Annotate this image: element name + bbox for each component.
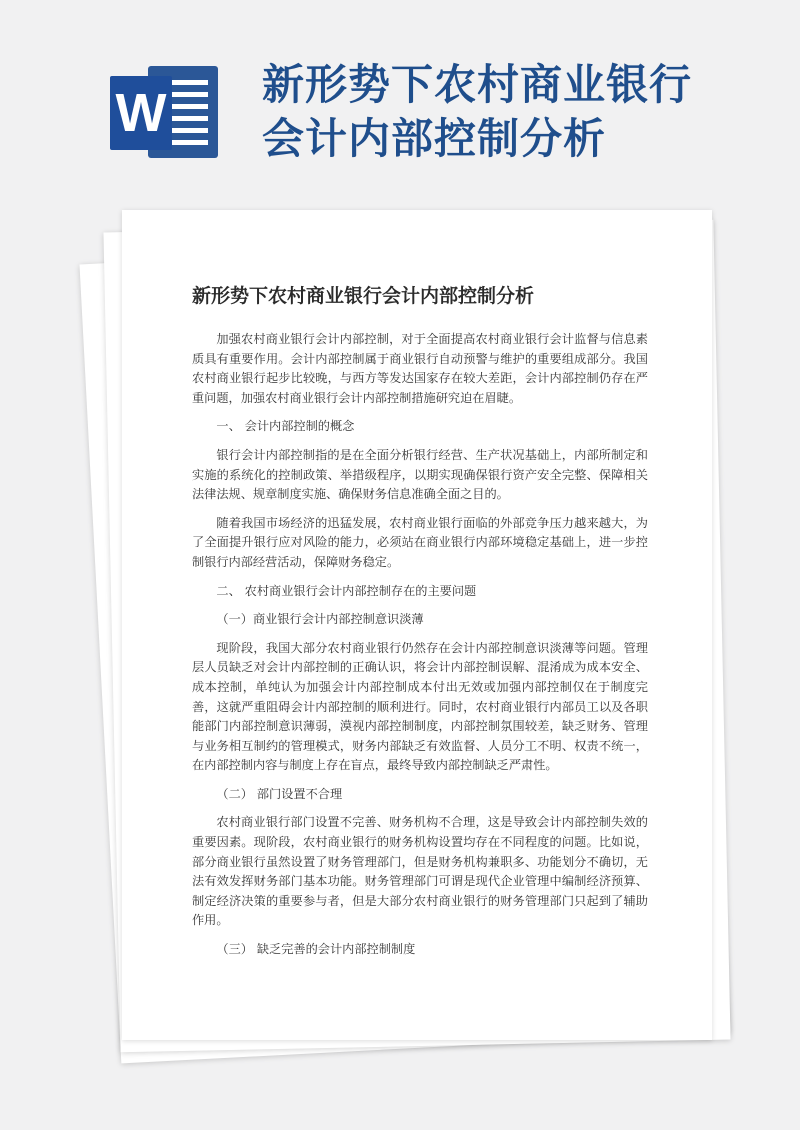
section-2-heading: 二、 农村商业银行会计内部控制存在的主要问题 (216, 583, 477, 598)
section-1-paragraph-1: 银行会计内部控制指的是在全面分析银行经营、生产状况基础上，内部所制定和实施的系统化的控制政策、举措级程序，以期实现确保银行资产安全完整、保障相关法律法规、规章制度实施、确保财务信息准确全面之目的。 (192, 447, 648, 502)
subsection-3-heading: （三） 缺乏完善的会计内部控制制度 (216, 942, 416, 957)
word-icon (110, 66, 218, 158)
page-title (262, 58, 782, 166)
title-line-2: 会计内部控制分析 (262, 114, 607, 163)
subsection-1-heading: （一）商业银行会计内部控制意识淡薄 (216, 612, 424, 627)
document-body (192, 330, 648, 969)
intro-paragraph: 加强农村商业银行会计内部控制，对于全面提高农村商业银行会计监督与信息素质具有重要作用。会计内部控制属于商业银行自动预警与维护的重要组成部分。我国农村商业银行起步比较晚，与西方等发达国家存在较大差距，会计内部控制仍存在严重问题，加强农村商业银行会计内部控制措施研究迫在眉睫。 (192, 332, 648, 405)
document-title: 新形势下农村商业银行会计内部控制分析 (192, 285, 535, 307)
section-1-paragraph-2: 随着我国市场经济的迅猛发展，农村商业银行面临的外部竞争压力越来越大，为了全面提升银行应对风险的能力，必须站在商业银行内部环境稳定基础上，进一步控制银行内部经营活动，保障财务稳定。 (192, 515, 648, 569)
section-1-heading: 一、 会计内部控制的概念 (216, 419, 355, 434)
title-line-1: 新形势下农村商业银行 (262, 60, 693, 109)
subsection-2-heading: （二） 部门设置不合理 (216, 786, 343, 801)
word-logo-letter: W (110, 76, 172, 150)
subsection-2-paragraph: 农村商业银行部门设置不完善、财务机构不合理，这是导致会计内部控制失效的重要因素。现阶段，农村商业银行的财务机构设置均存在不同程度的问题。比如说，部分商业银行虽然设置了财务管理部门，但是财务机构兼职多、功能划分不确切，无法有效发挥财务部门基本功能。财务管理部门可谓是现代企业管理中编制经济预算、制定经济决策的重要参与者，但是大部分农村商业银行的财务管理部门只起到了辅助作用。 (192, 815, 648, 928)
subsection-1-paragraph: 现阶段，我国大部分农村商业银行仍然存在会计内部控制意识淡薄等问题。管理层人员缺乏对会计内部控制的正确认识，将会计内部控制误解、混淆成为成本安全、成本控制，单纯认为加强会计内部控制成本付出无效或加强内部控制仅在于制度完善，这就严重阻碍会计内部控制的顺利进行。同时，农村商业银行内部员工以及各职能部门内部控制意识薄弱，漠视内部控制制度，内部控制氛围较差，缺乏财务、管理与业务相互制约的管理模式，财务内部缺乏有效监督、人员分工不明、权责不统一，在内部控制内容与制度上存在盲点，最终导致内部控制缺乏严肃性。 (192, 640, 648, 773)
document-page (122, 210, 712, 1040)
